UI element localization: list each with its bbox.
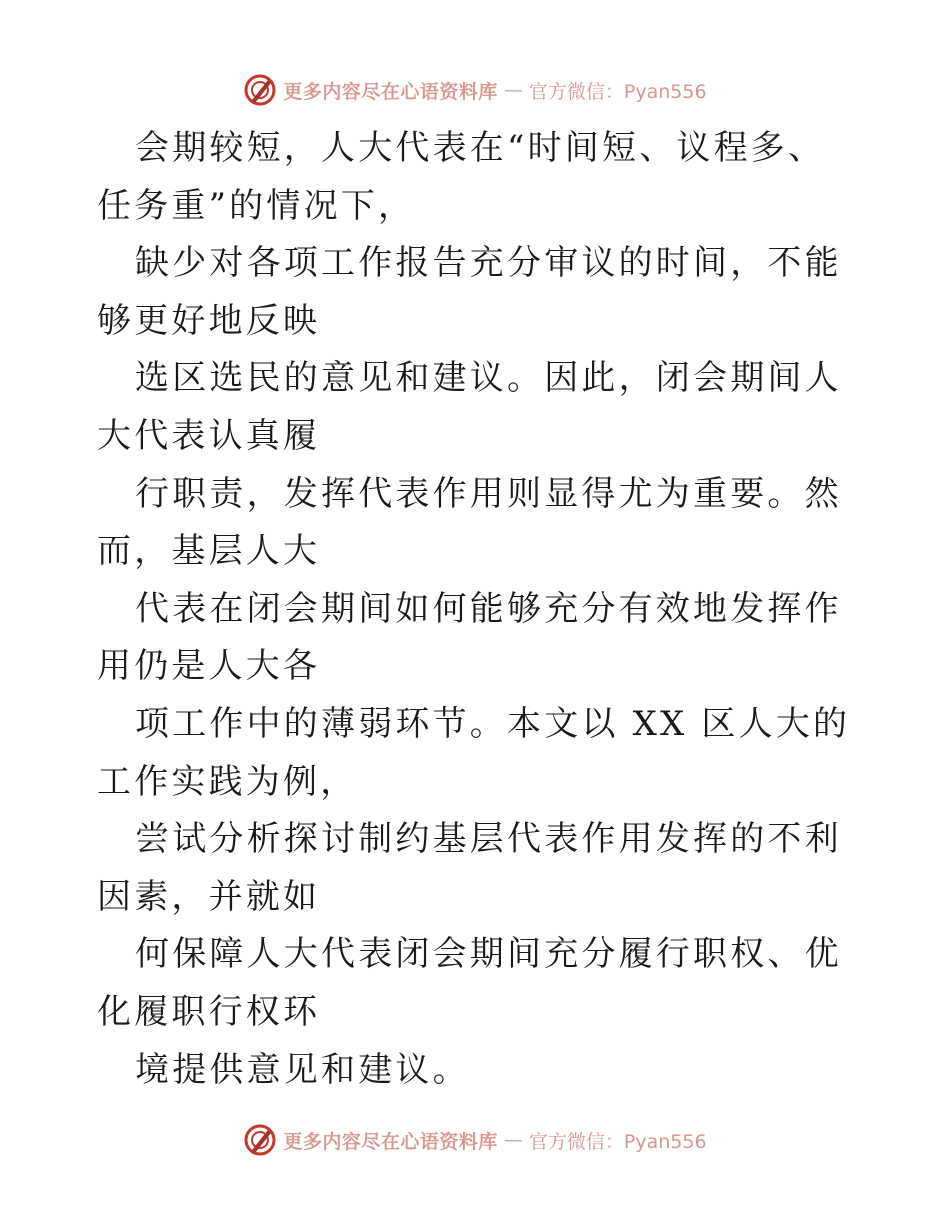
watermark-wechat: 官方微信：Pyan556 (528, 1130, 707, 1153)
paragraph: 会期较短，人大代表在“时间短、议程多、任务重”的情况下， (97, 128, 826, 226)
paragraph: 行职责，发挥代表作用则显得尤为重要。然而，基层人大 (97, 473, 842, 572)
red-pen-logo-icon (243, 1123, 277, 1157)
document-body (97, 120, 857, 1099)
paragraph: 缺少对各项工作报告充分审议的时间，不能够更好地反映 (97, 243, 842, 341)
watermark-text: 更多内容尽在心语资料库 (283, 1130, 498, 1153)
watermark-wechat: 官方微信：Pyan556 (528, 80, 707, 103)
paragraph: 代表在闭会期间如何能够充分有效地发挥作用仍是人大各 (97, 588, 842, 687)
watermark-separator: — (503, 1129, 523, 1151)
paragraph: 何保障人大代表闭会期间充分履行职权、优化履职行权环 (97, 934, 842, 1032)
red-pen-logo-icon (243, 73, 277, 107)
paragraph: 境提供意见和建议。 (135, 1049, 470, 1090)
paragraph: 选区选民的意见和建议。因此，闭会期间人大代表认真履 (97, 358, 842, 456)
paragraph: 尝试分析探讨制约基层代表作用发挥的不利因素，并就如 (97, 819, 842, 917)
watermark-separator: — (503, 79, 523, 101)
paragraph: 项工作中的薄弱环节。本文以 XX 区人大的工作实践为例， (97, 703, 851, 802)
footer-watermark (0, 1120, 950, 1160)
header-watermark (0, 70, 950, 110)
watermark-text: 更多内容尽在心语资料库 (283, 80, 498, 103)
